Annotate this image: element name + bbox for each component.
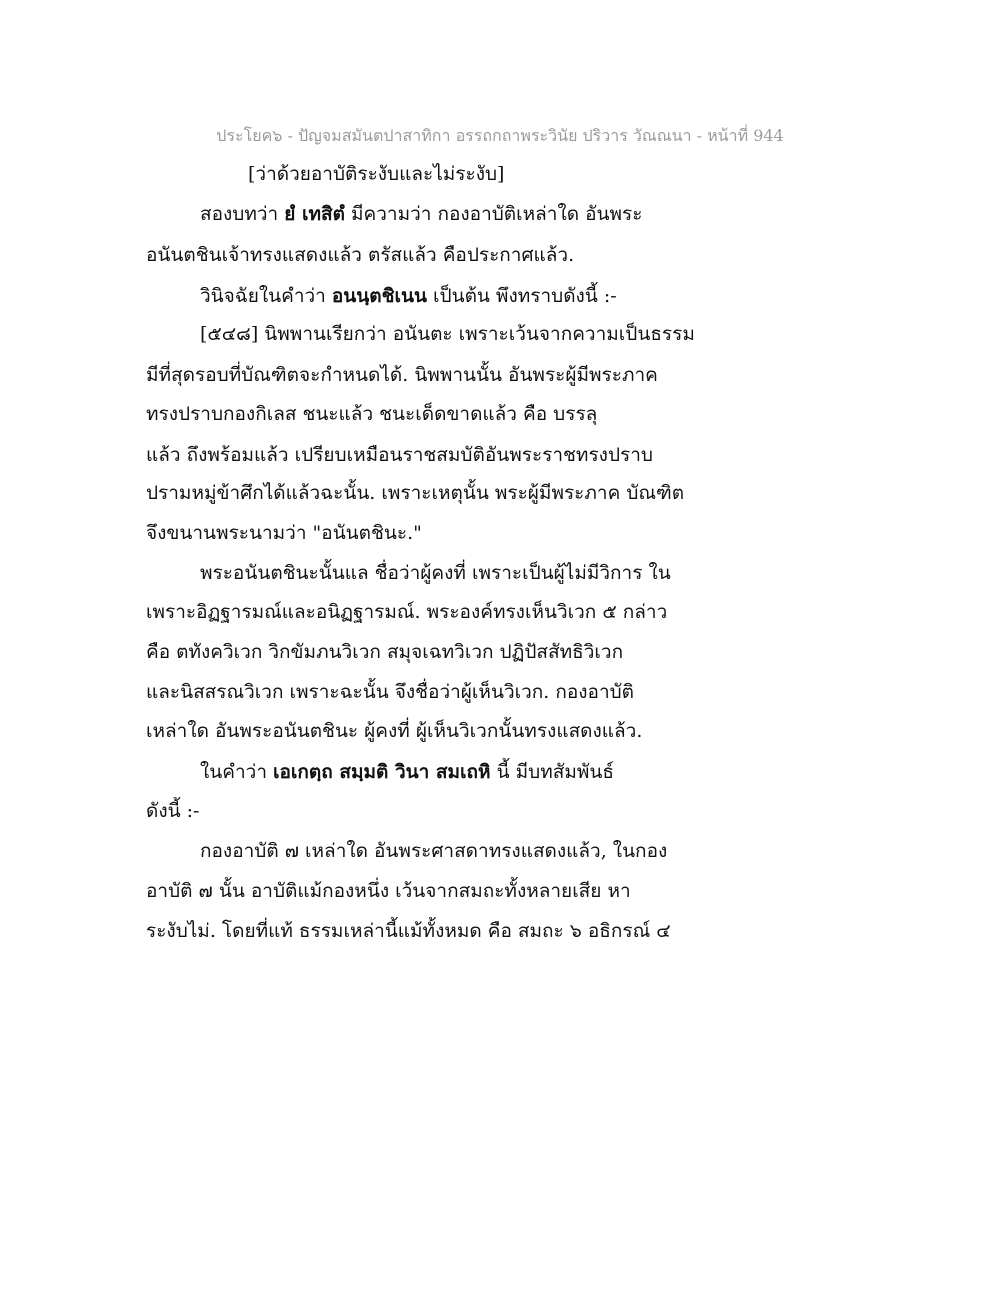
text-line: [๕๔๘] นิพพานเรียกว่า อนันตะ เพราะเว้นจากความเป็นธรรม	[200, 323, 695, 345]
section-heading: [ว่าด้วยอาบัติระงับและไม่ระงับ]	[248, 163, 505, 185]
text-line: เหล่าใด อันพระอนันตชินะ ผู้คงที่ ผู้เห็นวิเวกนั้นทรงแสดงแล้ว.	[146, 720, 643, 742]
text-line: อาบัติ ๗ นั้น อาบัติแม้กองหนึ่ง เว้นจากสมถะทั้งหลายเสีย หา	[146, 880, 631, 902]
text-line: มีที่สุดรอบที่บัณฑิตจะกำหนดได้. นิพพานนั้น อันพระผู้มีพระภาค	[146, 364, 658, 386]
line-text: สองบทว่า	[200, 203, 285, 225]
line-text: ในคำว่า	[200, 761, 274, 783]
text-line: เพราะอิฏฐารมณ์และอนิฏฐารมณ์. พระองค์ทรงเห็นวิเวก ๕ กล่าว	[146, 601, 668, 623]
text-line: พระอนันตชินะนั้นแล ชื่อว่าผู้คงที่ เพราะเป็นผู้ไม่มีวิการ ใน	[200, 562, 671, 584]
running-header: ประโยค๖ - ปัญจมสมันตปาสาทิกา อรรถกถาพระวินัย ปริวาร วัณณนา - หน้าที่ 944	[216, 126, 784, 145]
text-line: ปรามหมู่ข้าศึกได้แล้วฉะนั้น. เพราะเหตุนั้น พระผู้มีพระภาค บัณฑิต	[146, 482, 685, 504]
pali-term: อนนฺตชิเนน	[331, 285, 427, 307]
line-text: วินิจฉัยในคำว่า	[200, 285, 332, 307]
text-line	[200, 287, 617, 306]
text-line: ทรงปราบกองกิเลส ชนะแล้ว ชนะเด็ดขาดแล้ว คือ บรรลุ	[146, 403, 598, 425]
line-text: มีความว่า กองอาบัติเหล่าใด อันพระ	[344, 203, 643, 225]
pali-term: เอเกตฺถ สมฺมติ วินา สมเถหิ	[273, 761, 491, 783]
text-line: ดังนี้ :-	[146, 800, 200, 822]
text-line: จึงขนานพระนามว่า "อนันตชินะ."	[146, 522, 422, 544]
text-line: อนันตชินเจ้าทรงแสดงแล้ว ตรัสแล้ว คือประกาศแล้ว.	[146, 244, 575, 266]
text-line: และนิสสรณวิเวก เพราะฉะนั้น จึงชื่อว่าผู้เห็นวิเวก. กองอาบัติ	[146, 681, 635, 703]
line-text: เป็นต้น พึงทราบดังนี้ :-	[426, 285, 617, 307]
text-line: คือ ตทังควิเวก วิกขัมภนวิเวก สมุจเฉทวิเวก ปฏิปัสสัทธิวิเวก	[146, 641, 624, 663]
text-line: กองอาบัติ ๗ เหล่าใด อันพระศาสดาทรงแสดงแล้ว, ในกอง	[200, 840, 668, 862]
line-text: นี้ มีบทสัมพันธ์	[490, 761, 614, 783]
text-line: แล้ว ถึงพร้อมแล้ว เปรียบเหมือนราชสมบัติอันพระราชทรงปราบ	[146, 444, 653, 466]
text-line	[200, 763, 614, 782]
pali-term: ยํ เทสิตํ	[284, 203, 345, 225]
text-line	[200, 205, 642, 224]
text-line: ระงับไม่. โดยที่แท้ ธรรมเหล่านี้แม้ทั้งหมด คือ สมถะ ๖ อธิกรณ์ ๔	[146, 920, 671, 942]
